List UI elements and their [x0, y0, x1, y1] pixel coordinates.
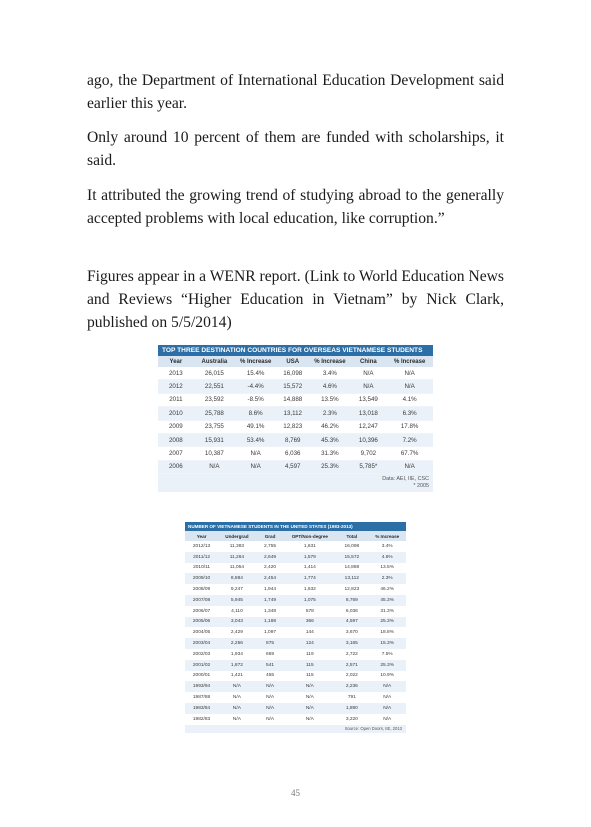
column-header: Year — [158, 356, 194, 367]
table-cell: N/A — [218, 692, 256, 703]
table-cell: 3.4% — [309, 367, 350, 380]
table-cell: 1,631 — [284, 541, 335, 552]
table-cell: 25,788 — [194, 407, 235, 420]
table-cell: 7.5% — [368, 649, 406, 660]
table-cell: 2013 — [158, 367, 194, 380]
table-cell: N/A — [368, 692, 406, 703]
table-cell: 22,551 — [194, 380, 235, 393]
table-cell: 2003/04 — [185, 638, 218, 649]
table-cell: 6,036 — [335, 606, 368, 617]
table-cell: 669 — [256, 649, 285, 660]
table-cell: N/A — [235, 447, 276, 460]
table-row — [158, 447, 433, 460]
column-header: % Increase — [309, 356, 350, 367]
table-cell: 45.3% — [309, 433, 350, 446]
table-cell: 15,931 — [194, 433, 235, 446]
column-header: OPT/Non-degree — [284, 531, 335, 541]
table-cell: 15.4% — [235, 367, 276, 380]
table-cell: N/A — [386, 367, 433, 380]
table-cell: N/A — [284, 703, 335, 714]
table-cell: 53.4% — [235, 433, 276, 446]
source-note — [185, 725, 406, 733]
table-cell: 12,823 — [276, 420, 309, 433]
table-row — [158, 460, 433, 473]
table-cell: 2012/13 — [185, 541, 218, 552]
table-cell: 2,454 — [256, 573, 285, 584]
table-cell: 455 — [256, 671, 285, 682]
table-cell: 2009/10 — [185, 573, 218, 584]
column-header: Year — [185, 531, 218, 541]
table-cell: 23,592 — [194, 393, 235, 406]
table-row — [185, 584, 406, 595]
table-cell: -8.5% — [235, 393, 276, 406]
table-cell: 1,414 — [284, 563, 335, 574]
paragraph-1: ago, the Department of International Education Development said earlier this year. — [87, 72, 504, 112]
table-cell: 25.3% — [368, 617, 406, 628]
table-cell: 4.1% — [386, 393, 433, 406]
table-cell: 1,421 — [218, 671, 256, 682]
table-cell: 10.9% — [368, 671, 406, 682]
table-cell: 16,098 — [335, 541, 368, 552]
table-cell: N/A — [218, 681, 256, 692]
table-cell: 2,649 — [256, 552, 285, 563]
table-cell: N/A — [284, 714, 335, 725]
paragraph-2: Only around 10 percent of them are funded with scholarships, it said. — [87, 129, 504, 169]
table-cell: 2,236 — [335, 681, 368, 692]
table-cell: 11,054 — [218, 563, 256, 574]
table-cell: 1,188 — [256, 617, 285, 628]
source-line: Source: Open Doors, IIE, 2013 — [344, 725, 402, 731]
table-cell: 1,774 — [284, 573, 335, 584]
table-cell: 3.4% — [368, 541, 406, 552]
table-cell: 2008 — [158, 433, 194, 446]
table-cell: 15,572 — [276, 380, 309, 393]
table-cell: 13,112 — [335, 573, 368, 584]
table-cell: 3,670 — [335, 627, 368, 638]
table-cell: N/A — [218, 703, 256, 714]
table-cell: 4.6% — [309, 380, 350, 393]
table-cell: N/A — [351, 380, 387, 393]
table-cell: 1993/94 — [185, 681, 218, 692]
table-cell: N/A — [256, 703, 285, 714]
table-cell: 4,110 — [218, 606, 256, 617]
table-cell: 8,769 — [335, 595, 368, 606]
table-row — [185, 552, 406, 563]
table-cell: N/A — [284, 681, 335, 692]
table-cell: 46.2% — [368, 584, 406, 595]
table-cell: 875 — [256, 638, 285, 649]
table-cell: 791 — [335, 692, 368, 703]
source-line: Data: AEI, IIE, CSC — [382, 476, 429, 483]
table-cell: 6.3% — [386, 407, 433, 420]
table-cell: 15,572 — [335, 552, 368, 563]
table-cell: 11,383 — [218, 541, 256, 552]
table-row — [185, 671, 406, 682]
data-table — [158, 356, 433, 474]
table-cell: 31.3% — [309, 447, 350, 460]
table-cell: 16,098 — [276, 367, 309, 380]
table-cell: 2,256 — [218, 638, 256, 649]
table-cell: 14,888 — [335, 563, 368, 574]
table-row — [185, 627, 406, 638]
table-cell: 115 — [284, 671, 335, 682]
table-row — [185, 638, 406, 649]
table-cell: 2004/05 — [185, 627, 218, 638]
table-cell: 2007 — [158, 447, 194, 460]
table-row — [185, 681, 406, 692]
table-cell: 2.3% — [368, 573, 406, 584]
header-row — [185, 531, 406, 541]
table-cell: 1987/88 — [185, 692, 218, 703]
table-cell: 15.3% — [368, 638, 406, 649]
column-header: % Increase — [368, 531, 406, 541]
table-cell: 23,755 — [194, 420, 235, 433]
table-cell: 1,934 — [218, 649, 256, 660]
table-cell: 4,597 — [276, 460, 309, 473]
table-cell: 2.3% — [309, 407, 350, 420]
table-title: NUMBER OF VIETNAMESE STUDENTS IN THE UNITED STATES (1983-2013) — [185, 522, 406, 531]
table-cell: 12,247 — [351, 420, 387, 433]
table-cell: 8,769 — [276, 433, 309, 446]
table-row — [158, 393, 433, 406]
table-row — [185, 617, 406, 628]
table-cell: 25.3% — [309, 460, 350, 473]
us-students-table — [185, 522, 406, 733]
paragraph-3: It attributed the growing trend of studying abroad to the generally accepted problems with local education, like corruption.” — [87, 187, 504, 227]
column-header: Total — [335, 531, 368, 541]
footnote-line: * 2005 — [413, 483, 429, 490]
table-row — [185, 563, 406, 574]
source-note — [158, 474, 433, 492]
table-cell: 46.2% — [309, 420, 350, 433]
table-cell: 1,872 — [218, 660, 256, 671]
table-cell: 144 — [284, 627, 335, 638]
table-cell: 366 — [284, 617, 335, 628]
table-cell: 10,396 — [351, 433, 387, 446]
table-cell: 31.3% — [368, 606, 406, 617]
table-cell: 2007/08 — [185, 595, 218, 606]
table-cell: 3,165 — [335, 638, 368, 649]
table-cell: 1982/83 — [185, 714, 218, 725]
table-cell: 6,036 — [276, 447, 309, 460]
table-cell: N/A — [256, 681, 285, 692]
table-cell: 1,890 — [335, 703, 368, 714]
table-cell: 2005/06 — [185, 617, 218, 628]
table-cell: 124 — [284, 638, 335, 649]
table-cell: 2012 — [158, 380, 194, 393]
table-cell: 1983/84 — [185, 703, 218, 714]
table-cell: 5,945 — [218, 595, 256, 606]
table-cell: 13,112 — [276, 407, 309, 420]
column-header: % Increase — [386, 356, 433, 367]
table-cell: 578 — [284, 606, 335, 617]
column-header: Australia — [194, 356, 235, 367]
table-cell: 119 — [284, 649, 335, 660]
table-cell: 9,247 — [218, 584, 256, 595]
table-cell: 9,702 — [351, 447, 387, 460]
table-cell: N/A — [368, 681, 406, 692]
table-cell: 2010 — [158, 407, 194, 420]
table-cell: 49.1% — [235, 420, 276, 433]
table-cell: N/A — [284, 692, 335, 703]
table-cell: N/A — [235, 460, 276, 473]
table-cell: N/A — [194, 460, 235, 473]
table-cell: 13,018 — [351, 407, 387, 420]
table-cell: 4.6% — [368, 552, 406, 563]
table-cell: N/A — [256, 692, 285, 703]
table-cell: 2002/03 — [185, 649, 218, 660]
table-cell: 2010/11 — [185, 563, 218, 574]
column-header: China — [351, 356, 387, 367]
table-row — [185, 595, 406, 606]
table-cell: 3,043 — [218, 617, 256, 628]
table-cell: 2,571 — [335, 660, 368, 671]
table-cell: N/A — [351, 367, 387, 380]
table-cell: 1,348 — [256, 606, 285, 617]
table-row — [185, 660, 406, 671]
table-cell: 11,264 — [218, 552, 256, 563]
data-table — [185, 531, 406, 725]
table-cell: 26,015 — [194, 367, 235, 380]
table-cell: -4.4% — [235, 380, 276, 393]
table-cell: 10,387 — [194, 447, 235, 460]
column-header: USA — [276, 356, 309, 367]
table-cell: 3,220 — [335, 714, 368, 725]
table-cell: 5,785* — [351, 460, 387, 473]
table-cell: N/A — [386, 460, 433, 473]
table-cell: 2006/07 — [185, 606, 218, 617]
table-cell: 2001/02 — [185, 660, 218, 671]
table-cell: 67.7% — [386, 447, 433, 460]
table-cell: N/A — [368, 714, 406, 725]
table-row — [185, 649, 406, 660]
table-cell: 17.8% — [386, 420, 433, 433]
table-row — [158, 367, 433, 380]
table-cell: 8,884 — [218, 573, 256, 584]
table-cell: 2006 — [158, 460, 194, 473]
table-cell: 2,755 — [256, 541, 285, 552]
table-cell: 2011/12 — [185, 552, 218, 563]
destination-countries-table — [158, 345, 433, 492]
table-cell: 4,597 — [335, 617, 368, 628]
table-row — [185, 573, 406, 584]
table-row — [185, 692, 406, 703]
table-cell: 1,579 — [284, 552, 335, 563]
table-cell: 2,722 — [335, 649, 368, 660]
table-cell: 14,888 — [276, 393, 309, 406]
table-cell: 1,944 — [256, 584, 285, 595]
table-row — [158, 420, 433, 433]
table-row — [185, 606, 406, 617]
table-row — [185, 703, 406, 714]
table-cell: 1,632 — [284, 584, 335, 595]
table-cell: 45.3% — [368, 595, 406, 606]
table-cell: N/A — [368, 703, 406, 714]
table-cell: 2000/01 — [185, 671, 218, 682]
column-header: Undergrad — [218, 531, 256, 541]
table-cell: 12,823 — [335, 584, 368, 595]
table-cell: 2,429 — [218, 627, 256, 638]
table-row — [158, 380, 433, 393]
table-cell: 541 — [256, 660, 285, 671]
table-cell: 18.8% — [368, 627, 406, 638]
column-header: % Increase — [235, 356, 276, 367]
page-number: 45 — [291, 788, 300, 798]
table-cell: 2008/09 — [185, 584, 218, 595]
table-row — [185, 541, 406, 552]
table-cell: N/A — [256, 714, 285, 725]
column-header: Grad — [256, 531, 285, 541]
table-row — [158, 433, 433, 446]
table-cell: N/A — [218, 714, 256, 725]
table-row — [185, 714, 406, 725]
table-cell: 13.5% — [368, 563, 406, 574]
table-cell: 2,022 — [335, 671, 368, 682]
table-cell: N/A — [386, 380, 433, 393]
table-cell: 2011 — [158, 393, 194, 406]
table-cell: 2,420 — [256, 563, 285, 574]
header-row — [158, 356, 433, 367]
table-cell: 7.2% — [386, 433, 433, 446]
table-cell: 115 — [284, 660, 335, 671]
table-cell: 13.5% — [309, 393, 350, 406]
table-title: TOP THREE DESTINATION COUNTRIES FOR OVERSEAS VIETNAMESE STUDENTS — [158, 345, 433, 356]
table-cell: 25.3% — [368, 660, 406, 671]
table-cell: 13,549 — [351, 393, 387, 406]
table-cell: 1,097 — [256, 627, 285, 638]
table-cell: 1,749 — [256, 595, 285, 606]
paragraph-4: Figures appear in a WENR report. (Link to World Education News and Reviews “Higher Education in Vietnam” by Nick Clark, published on 5/5/2014) — [87, 268, 504, 331]
table-cell: 1,075 — [284, 595, 335, 606]
table-row — [158, 407, 433, 420]
table-cell: 2009 — [158, 420, 194, 433]
table-cell: 8.6% — [235, 407, 276, 420]
